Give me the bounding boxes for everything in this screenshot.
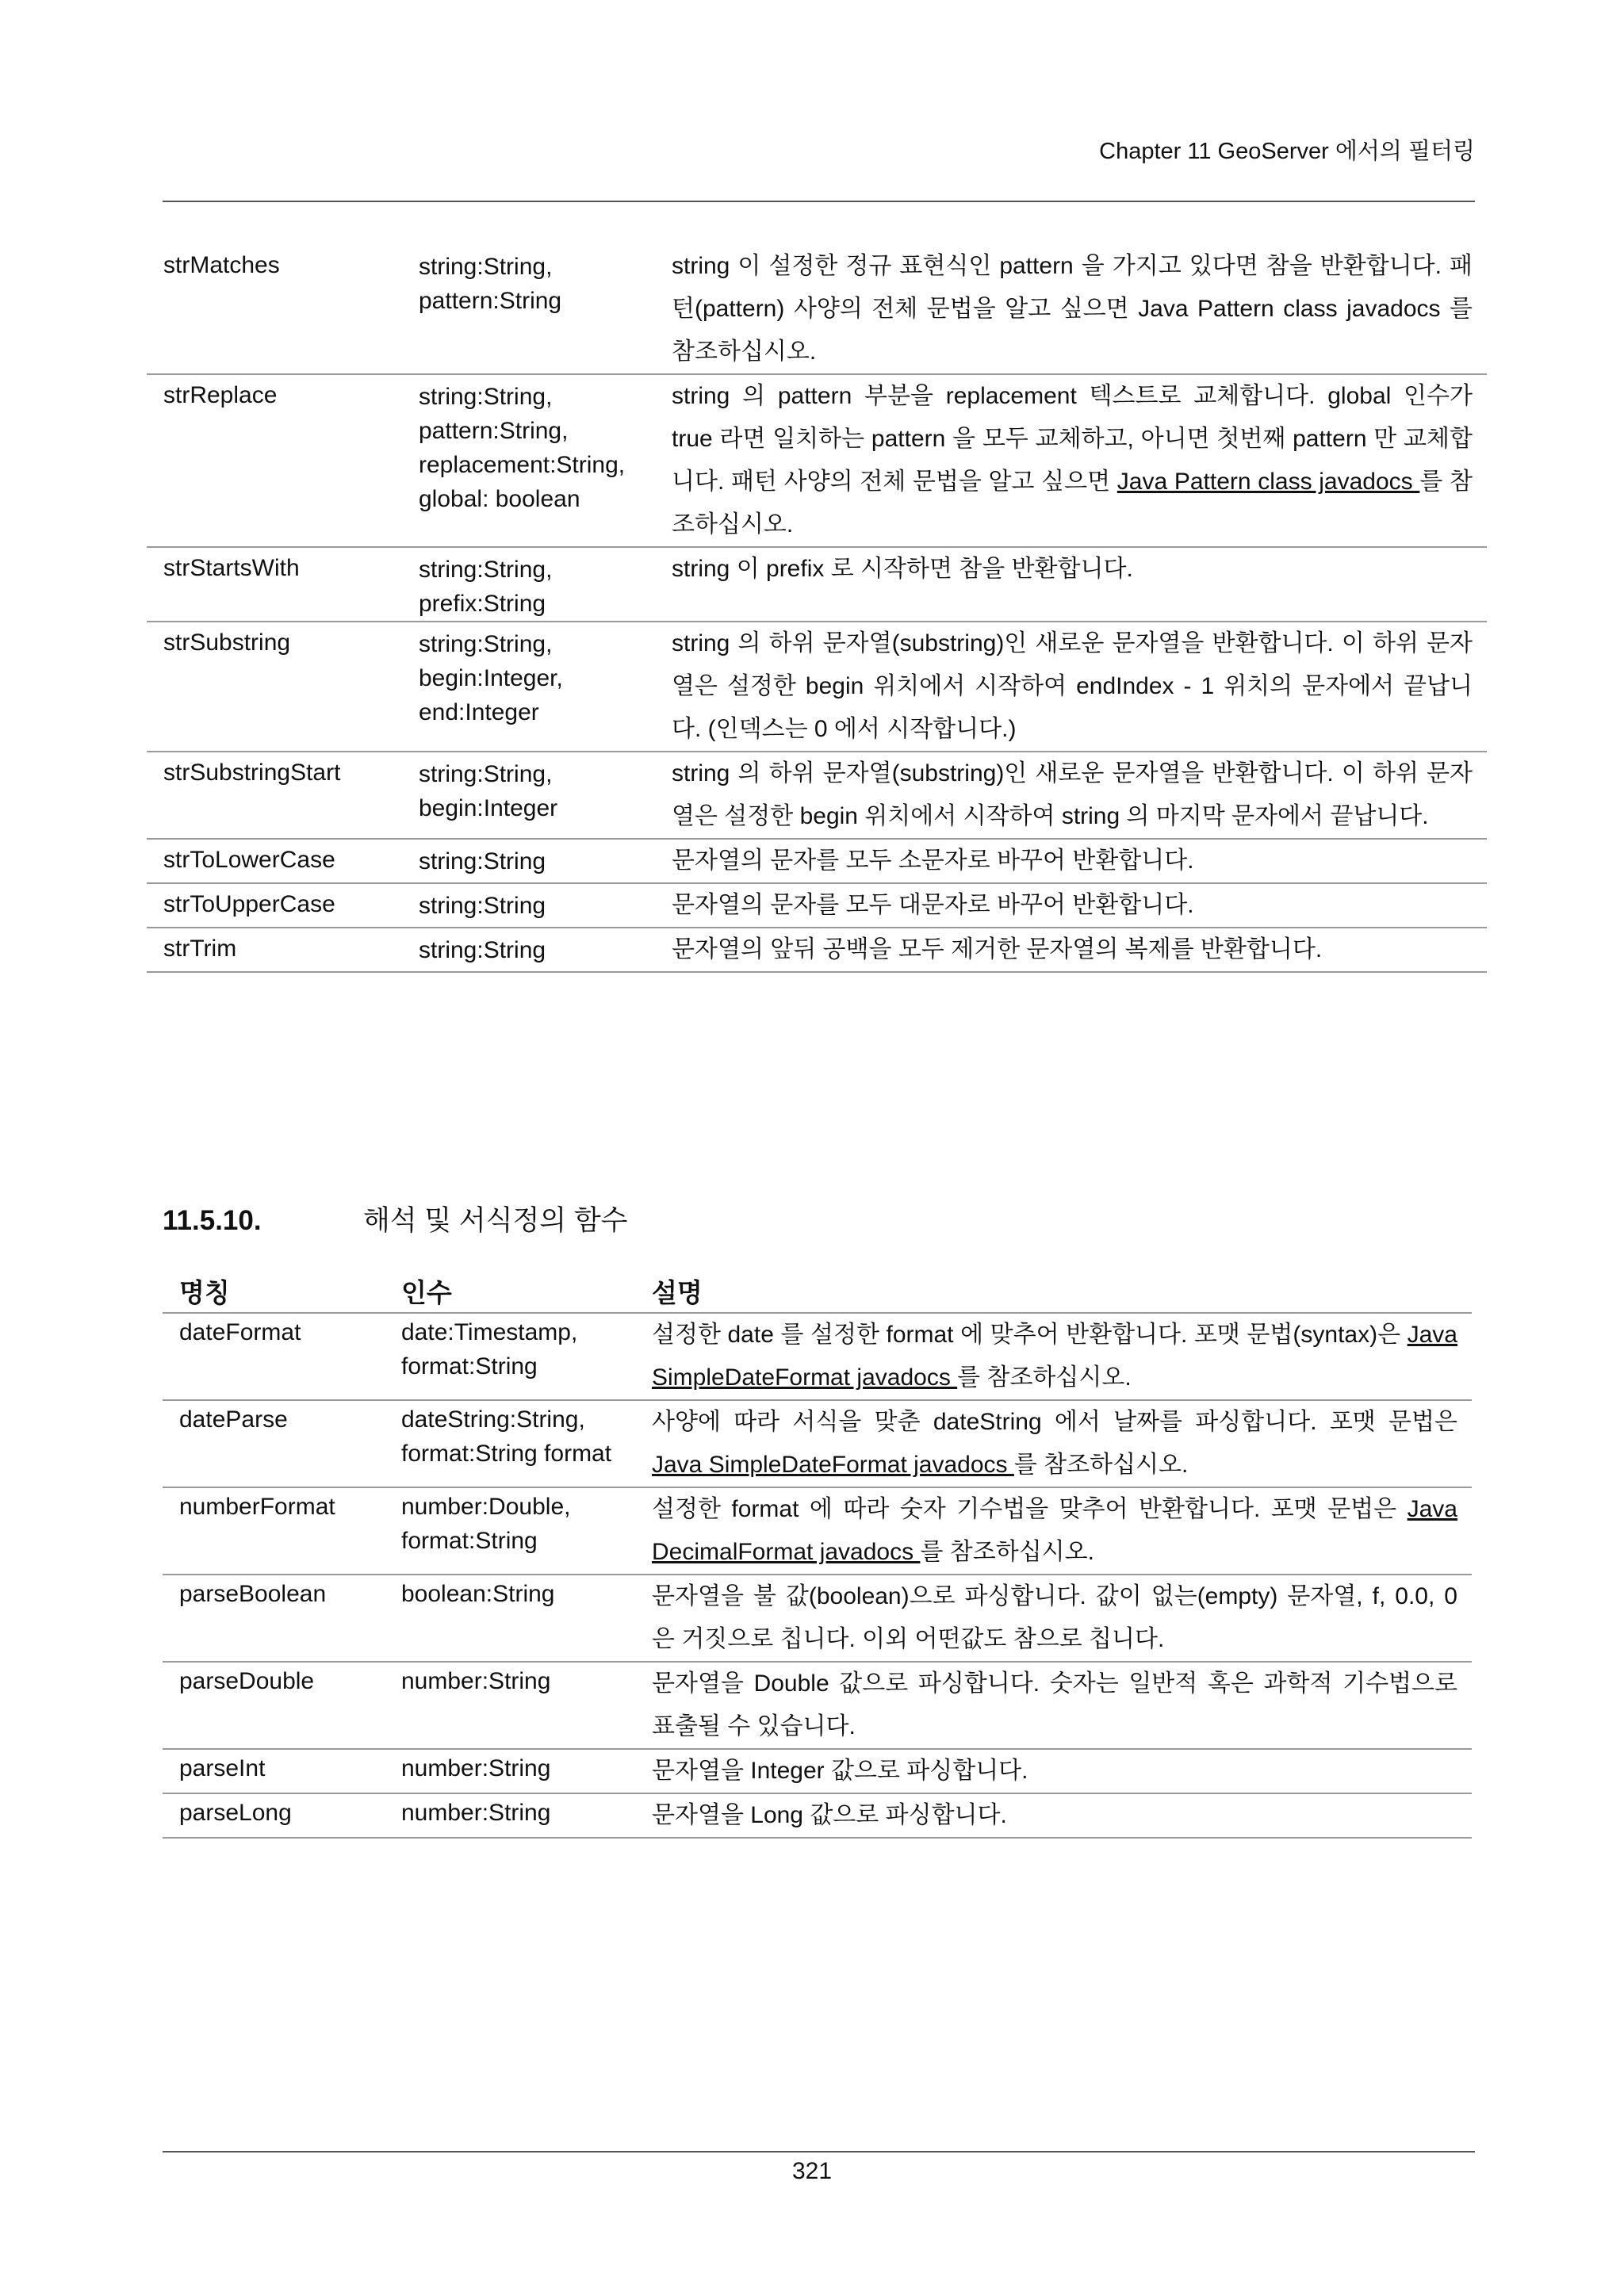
argument-line: string:String, xyxy=(419,761,553,787)
page-number: 321 xyxy=(791,2158,833,2184)
function-arguments xyxy=(385,1400,652,1487)
function-name: parseBoolean xyxy=(163,1575,385,1662)
table-row xyxy=(147,374,1487,547)
description-text: 문자열을 Long 값으로 파싱합니다. xyxy=(652,1802,1007,1828)
function-arguments xyxy=(402,928,672,972)
description-text: 사양에 따라 서식을 맞춘 dateString 에서 날짜를 파싱합니다. 포맷 문법은 xyxy=(652,1409,1457,1435)
function-description xyxy=(672,928,1487,972)
header-args: 인수 xyxy=(385,1272,652,1313)
function-name: strSubstringStart xyxy=(147,752,402,839)
function-name: strStartsWith xyxy=(147,547,402,622)
function-description xyxy=(652,1575,1472,1662)
header-name: 명칭 xyxy=(163,1272,385,1313)
description-text: 를 참조하십시오. xyxy=(1013,1452,1189,1478)
function-name: dateFormat xyxy=(163,1313,385,1400)
description-text: string 의 하위 문자열(substring)인 새로운 문자열을 반환합니다. 이 하위 문자열은 설정한 begin 위치에서 시작하여 endIndex - 1 위치의 문자에서 끝납니다. (인덱스는 0 에서 시작합니다.) xyxy=(672,630,1473,742)
function-arguments xyxy=(402,752,672,839)
argument-line: string:String xyxy=(419,848,546,874)
function-name: strToUpperCase xyxy=(147,883,402,928)
description-text: string 이 prefix 로 시작하면 참을 반환합니다. xyxy=(672,556,1133,582)
function-name: strMatches xyxy=(147,245,402,374)
argument-line: format:String xyxy=(401,1528,538,1554)
javadocs-link[interactable]: Java Pattern class javadocs xyxy=(1116,469,1420,495)
argument-line: string:String, xyxy=(419,384,553,410)
function-description xyxy=(672,622,1487,752)
table-row xyxy=(147,839,1487,883)
table-row xyxy=(163,1793,1472,1838)
header-desc: 설명 xyxy=(652,1272,1472,1313)
section-number: 11.5.10. xyxy=(163,1205,262,1236)
function-description xyxy=(672,374,1487,547)
function-arguments xyxy=(385,1662,652,1749)
function-description xyxy=(652,1313,1472,1400)
description-text: 문자열의 문자를 모두 소문자로 바꾸어 반환합니다. xyxy=(672,848,1194,874)
argument-line: replacement:String, xyxy=(419,452,626,478)
table-row xyxy=(147,245,1487,374)
description-text: 문자열의 앞뒤 공백을 모두 제거한 문자열의 복제를 반환합니다. xyxy=(672,936,1323,962)
argument-line: number:String xyxy=(401,1755,551,1781)
function-name: strReplace xyxy=(147,374,402,547)
argument-line: format:String format xyxy=(401,1441,612,1467)
function-description xyxy=(672,883,1487,928)
table-row xyxy=(147,752,1487,839)
description-text: 문자열의 문자를 모두 대문자로 바꾸어 반환합니다. xyxy=(672,892,1194,918)
function-description xyxy=(652,1400,1472,1487)
argument-line: global: boolean xyxy=(419,486,580,512)
function-name: strSubstring xyxy=(147,622,402,752)
table-row xyxy=(163,1662,1472,1749)
function-description xyxy=(672,547,1487,622)
argument-line: number:Double, xyxy=(401,1494,571,1520)
javadocs-link[interactable]: Java DecimalFormat javadocs xyxy=(652,1496,1457,1565)
function-description xyxy=(652,1662,1472,1749)
description-text: 문자열을 Integer 값으로 파싱합니다. xyxy=(652,1758,1028,1784)
function-arguments xyxy=(402,883,672,928)
argument-line: pattern:String, xyxy=(419,418,569,444)
argument-line: begin:Integer, xyxy=(419,665,563,691)
function-arguments xyxy=(402,622,672,752)
argument-line: string:String, xyxy=(419,557,553,583)
description-text: 문자열을 불 값(boolean)으로 파싱합니다. 값이 없는(empty) 문자열, f, 0.0, 0 은 거짓으로 칩니다. 이외 어떤값도 참으로 칩니다. xyxy=(652,1583,1457,1652)
function-name: strTrim xyxy=(147,928,402,972)
function-arguments xyxy=(385,1575,652,1662)
argument-line: date:Timestamp, xyxy=(401,1319,578,1345)
footer-divider xyxy=(163,2151,1475,2152)
argument-line: number:String xyxy=(401,1800,551,1826)
argument-line: end:Integer xyxy=(419,699,539,725)
function-name: dateParse xyxy=(163,1400,385,1487)
function-arguments xyxy=(402,374,672,547)
function-name: parseInt xyxy=(163,1749,385,1793)
description-text: string 의 하위 문자열(substring)인 새로운 문자열을 반환합니다. 이 하위 문자열은 설정한 begin 위치에서 시작하여 string 의 마지막 문자에서 끝납니다. xyxy=(672,760,1473,829)
description-text: 설정한 date 를 설정한 format 에 맞추어 반환합니다. 포맷 문법(syntax)은 xyxy=(652,1322,1408,1348)
header-divider xyxy=(163,201,1475,202)
argument-line: dateString:String, xyxy=(401,1406,585,1433)
page-header: Chapter 11 GeoServer 에서의 필터링 xyxy=(1099,139,1475,164)
description-text: 를 참조하십시오. xyxy=(957,1364,1132,1391)
table-row xyxy=(163,1313,1472,1400)
table-row xyxy=(147,622,1487,752)
function-description xyxy=(652,1749,1472,1793)
function-arguments xyxy=(402,547,672,622)
argument-line: string:String xyxy=(419,893,546,919)
function-arguments xyxy=(402,839,672,883)
description-text: 를 참조하십시오. xyxy=(920,1539,1094,1565)
argument-line: number:String xyxy=(401,1668,551,1694)
description-text: string 이 설정한 정규 표현식인 pattern 을 가지고 있다면 참을 반환합니다. 패턴(pattern) 사양의 전체 문법을 알고 싶으면 Java Pattern class javadocs 를 참조하십시오. xyxy=(672,253,1473,365)
function-name: parseLong xyxy=(163,1793,385,1838)
function-arguments xyxy=(385,1749,652,1793)
argument-line: string:String, xyxy=(419,631,553,657)
argument-line: boolean:String xyxy=(401,1581,555,1607)
table-row xyxy=(163,1749,1472,1793)
section-heading xyxy=(163,1199,627,1238)
function-arguments xyxy=(385,1313,652,1400)
function-description xyxy=(672,752,1487,839)
javadocs-link[interactable]: Java SimpleDateFormat javadocs xyxy=(652,1322,1457,1391)
argument-line: pattern:String xyxy=(419,288,562,314)
table-row xyxy=(163,1575,1472,1662)
description-text: 를 참조하십시오. xyxy=(672,469,1473,538)
function-arguments xyxy=(402,245,672,374)
function-description xyxy=(652,1487,1472,1575)
argument-line: prefix:String xyxy=(419,591,546,617)
description-text: 문자열을 Double 값으로 파싱합니다. 숫자는 일반적 혹은 과학적 기수법으로 표출될 수 있습니다. xyxy=(652,1670,1457,1739)
table-header-row xyxy=(163,1272,1472,1313)
function-name: numberFormat xyxy=(163,1487,385,1575)
table-row xyxy=(163,1400,1472,1487)
argument-line: format:String xyxy=(401,1353,538,1380)
table-row xyxy=(147,928,1487,972)
javadocs-link[interactable]: Java SimpleDateFormat javadocs xyxy=(652,1452,1014,1478)
table-row xyxy=(147,547,1487,622)
function-description xyxy=(652,1793,1472,1838)
table-row xyxy=(163,1487,1472,1575)
argument-line: begin:Integer xyxy=(419,795,558,821)
table-row xyxy=(147,883,1487,928)
argument-line: string:String, xyxy=(419,254,553,280)
string-functions-table xyxy=(147,245,1487,973)
argument-line: string:String xyxy=(419,937,546,963)
parsing-functions-table xyxy=(163,1272,1472,1839)
section-title: 해석 및 서식정의 함수 xyxy=(363,1205,628,1236)
function-description xyxy=(672,245,1487,374)
function-description xyxy=(672,839,1487,883)
function-arguments xyxy=(385,1487,652,1575)
description-text: 설정한 format 에 따라 숫자 기수법을 맞추어 반환합니다. 포맷 문법은 xyxy=(652,1496,1408,1522)
function-arguments xyxy=(385,1793,652,1838)
description-text: string 의 pattern 부분을 replacement 텍스트로 교체합니다. global 인수가 true 라면 일치하는 pattern 을 모두 교체하고, 아니면 첫번째 pattern 만 교체합니다. 패턴 사양의 전체 문법을 알고 싶으면 xyxy=(672,383,1473,495)
function-name: strToLowerCase xyxy=(147,839,402,883)
function-name: parseDouble xyxy=(163,1662,385,1749)
